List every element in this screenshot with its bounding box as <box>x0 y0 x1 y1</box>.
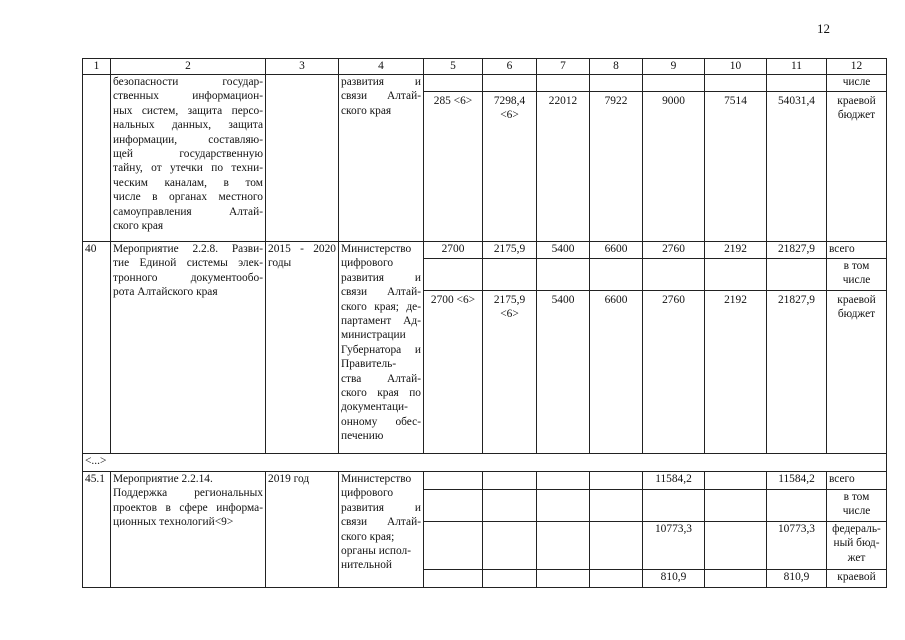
value-cell <box>537 472 590 490</box>
header-cell: 3 <box>266 59 339 75</box>
text-line: ческим каналам, в том <box>113 176 263 189</box>
text-line: цифрового <box>341 257 394 270</box>
value-cell <box>705 472 767 490</box>
text-line: связи Алтай- <box>341 90 421 103</box>
value-cell <box>767 490 827 522</box>
text-line: ных систем, защита персо- <box>113 104 263 117</box>
header-cell: 12 <box>827 59 887 75</box>
text-line: тайну, от утечки по техни- <box>113 162 263 175</box>
text-line: связи Алтай- <box>341 516 421 529</box>
executor-cell <box>339 242 424 454</box>
page-number: 12 <box>817 21 830 36</box>
text-line: партамент Ад- <box>341 315 421 328</box>
value-cell <box>424 522 483 570</box>
value-cell <box>483 570 537 588</box>
row-number-cell: 40 <box>83 242 111 454</box>
text-line: ского края; <box>341 530 395 543</box>
value-cell <box>537 490 590 522</box>
value-cell <box>590 570 643 588</box>
value-cell: 810,9 <box>643 570 705 588</box>
value-cell: 21827,9 <box>767 291 827 454</box>
text-line: ского края <box>341 104 392 117</box>
value-cell <box>590 522 643 570</box>
text-line: связи Алтай- <box>341 286 421 299</box>
value-cell <box>705 490 767 522</box>
text-line: Министерство <box>341 243 412 255</box>
value-cell <box>424 259 483 291</box>
table-row <box>83 242 887 259</box>
header-cell: 4 <box>339 59 424 75</box>
funding-source-cell: всего <box>827 242 887 259</box>
text-line: 2015 - 2020 <box>268 243 336 255</box>
text-line: щей государственную <box>113 148 263 161</box>
value-cell: 810,9 <box>767 570 827 588</box>
value-cell <box>483 75 537 92</box>
text-line: ства Алтай- <box>341 372 421 385</box>
value-cell: 5400 <box>537 291 590 454</box>
value-cell <box>424 490 483 522</box>
funding-source-cell: краевой бюджет <box>827 291 887 454</box>
table-row <box>83 75 887 92</box>
value-cell <box>590 259 643 291</box>
program-activities-table <box>82 58 887 588</box>
value-cell: 2700 <box>424 242 483 259</box>
text-line: ственных информацион- <box>113 90 263 103</box>
value-cell: 9000 <box>643 92 705 242</box>
value-cell <box>705 75 767 92</box>
value-cell: 54031,4 <box>767 92 827 242</box>
value-cell <box>424 75 483 92</box>
activity-name-cell <box>111 242 266 454</box>
value-cell: 7922 <box>590 92 643 242</box>
text-line: числе в органах местного <box>113 191 263 204</box>
value-cell <box>590 490 643 522</box>
period-cell: 2019 год <box>266 472 339 588</box>
funding-source-cell: краевой бюджет <box>827 92 887 242</box>
text-line: печению <box>341 430 384 443</box>
value-cell <box>483 259 537 291</box>
header-cell: 7 <box>537 59 590 75</box>
text-line: органы испол- <box>341 545 411 558</box>
text-line: информации, составляю- <box>113 133 263 146</box>
omitted-rows-marker: <...> <box>83 454 887 472</box>
text-line: Губернатора и <box>341 343 421 356</box>
value-cell <box>483 522 537 570</box>
header-cell: 5 <box>424 59 483 75</box>
text-line: онному обес- <box>341 415 421 428</box>
text-line: самоуправления Алтай- <box>113 205 263 218</box>
executor-cell <box>339 75 424 242</box>
text-line: рота Алтайского края <box>113 286 218 299</box>
funding-source-cell: в том числе <box>827 490 887 522</box>
row-number-cell: 45.1 <box>83 472 111 588</box>
value-cell: 5400 <box>537 242 590 259</box>
header-cell: 8 <box>590 59 643 75</box>
text-line: документаци- <box>341 401 408 414</box>
header-cell: 6 <box>483 59 537 75</box>
value-cell: 2700 <6> <box>424 291 483 454</box>
text-line: проектов в сфере информа- <box>113 501 263 514</box>
value-cell: 2760 <box>643 242 705 259</box>
header-row <box>83 59 887 75</box>
value-cell <box>643 490 705 522</box>
funding-source-cell: числе <box>827 75 887 92</box>
value-cell <box>424 570 483 588</box>
value-cell <box>590 472 643 490</box>
value-cell: 6600 <box>590 291 643 454</box>
text-line: ского края; де- <box>341 300 421 313</box>
text-line: цифрового <box>341 487 394 500</box>
value-cell: 6600 <box>590 242 643 259</box>
value-cell <box>767 75 827 92</box>
text-line: развития и <box>341 271 421 284</box>
value-cell: 2192 <box>705 291 767 454</box>
period-cell <box>266 75 339 242</box>
text-line: развития и <box>341 501 421 514</box>
value-cell <box>537 75 590 92</box>
value-cell <box>705 259 767 291</box>
header-cell: 2 <box>111 59 266 75</box>
text-line: тронного документообо- <box>113 271 263 284</box>
value-cell: 21827,9 <box>767 242 827 259</box>
text-line: ционных технологий<9> <box>113 516 234 529</box>
text-line: годы <box>268 257 292 270</box>
funding-source-cell: федераль- ный бюд- жет <box>827 522 887 570</box>
value-cell <box>537 522 590 570</box>
value-cell: 2760 <box>643 291 705 454</box>
text-line: Мероприятие 2.2.8. Разви- <box>113 243 263 255</box>
value-cell: 7514 <box>705 92 767 242</box>
text-line: Поддержка региональных <box>113 487 263 500</box>
activity-name-cell <box>111 472 266 588</box>
value-cell <box>767 259 827 291</box>
value-cell <box>643 75 705 92</box>
text-line: ского края по <box>341 387 421 400</box>
text-line: Мероприятие 2.2.14. <box>113 473 213 485</box>
text-line: министрации <box>341 329 406 342</box>
header-cell: 1 <box>83 59 111 75</box>
value-cell <box>537 570 590 588</box>
funding-source-cell: в том числе <box>827 259 887 291</box>
header-cell: 11 <box>767 59 827 75</box>
table-row <box>83 472 887 490</box>
value-cell: 10773,3 <box>643 522 705 570</box>
text-line: Правитель- <box>341 358 397 371</box>
text-line: безопасности государ- <box>113 76 263 88</box>
value-cell <box>643 259 705 291</box>
value-cell <box>705 570 767 588</box>
value-cell: 285 <6> <box>424 92 483 242</box>
value-cell: 22012 <box>537 92 590 242</box>
activity-name-cell <box>111 75 266 242</box>
value-cell: 11584,2 <box>643 472 705 490</box>
value-cell: 2175,9 <box>483 242 537 259</box>
table-row <box>83 454 887 472</box>
text-line: нальных данных, защита <box>113 119 263 132</box>
text-line: тие Единой системы элек- <box>113 257 263 270</box>
value-cell <box>537 259 590 291</box>
header-cell: 10 <box>705 59 767 75</box>
row-number-cell <box>83 75 111 242</box>
value-cell <box>483 490 537 522</box>
executor-cell <box>339 472 424 588</box>
value-cell <box>590 75 643 92</box>
text-line: Министерство <box>341 473 412 485</box>
header-cell: 9 <box>643 59 705 75</box>
funding-source-cell: всего <box>827 472 887 490</box>
period-cell <box>266 242 339 454</box>
value-cell: 7298,4 <6> <box>483 92 537 242</box>
value-cell: 2175,9 <6> <box>483 291 537 454</box>
text-line: ского края <box>113 220 164 233</box>
text-line: нительной <box>341 559 392 572</box>
value-cell: 11584,2 <box>767 472 827 490</box>
value-cell <box>424 472 483 490</box>
funding-source-cell: краевой <box>827 570 887 588</box>
value-cell <box>483 472 537 490</box>
text-line: развития и <box>341 76 421 88</box>
value-cell: 2192 <box>705 242 767 259</box>
value-cell: 10773,3 <box>767 522 827 570</box>
value-cell <box>705 522 767 570</box>
